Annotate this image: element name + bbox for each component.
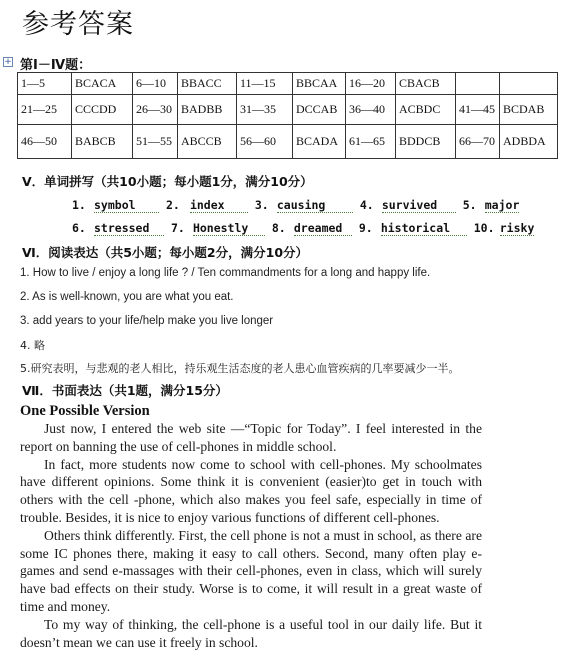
- question-range: 61—65: [346, 125, 396, 159]
- word-number: 5.: [462, 198, 477, 212]
- word-number: 2.: [165, 198, 180, 212]
- page-title: 参考答案: [22, 9, 134, 40]
- word-answer: survived: [382, 198, 456, 213]
- essay-paragraph: To my way of thinking, the cell-phone is a useful tool in our daily life. But it doesn’t mean we can use it freely in school.: [20, 616, 482, 650]
- essay-paragraph: In fact, more students now come to school with cell-phones. My schoolmates have different opinions. Some think it is convenient (easier)to get in touch with others with the cell -phone, which also makes you feel safe, especially in time of trouble. Besides, it is nice to enjoy various functions of different cell-phones.: [20, 456, 482, 525]
- word-number: 3.: [254, 198, 269, 212]
- table-row: [18, 73, 558, 95]
- table-row: [18, 95, 558, 125]
- question-range: 26—30: [133, 95, 178, 125]
- question-range: 36—40: [346, 95, 396, 125]
- word-answer: dreamed: [294, 221, 352, 236]
- word-answer: symbol: [94, 198, 159, 213]
- reading-answer-3: 3. add years to your life/help make you live longer: [20, 315, 274, 327]
- answer-cell: BABCB: [72, 125, 133, 159]
- question-range: 11—15: [237, 73, 293, 95]
- word-answer: index: [190, 198, 248, 213]
- section-1-4-heading: 第Ⅰ－Ⅳ题：: [20, 58, 92, 73]
- section-5-heading: V．单词拼写（共10小题；每小题1分，满分10分）: [22, 174, 313, 189]
- answer-cell: BCDAB: [500, 95, 558, 125]
- word-list-row-1: [72, 198, 519, 213]
- word-answer: major: [484, 198, 520, 212]
- answer-cell: BBACC: [178, 73, 237, 95]
- answer-cell: BDDCB: [396, 125, 456, 159]
- word-answer: historical: [381, 221, 467, 236]
- table-row: [18, 125, 558, 159]
- empty-cell: [500, 73, 558, 95]
- reading-answer-4: 4. 略: [20, 339, 45, 352]
- essay-body: [20, 420, 482, 651]
- essay-paragraph: Others think differently. First, the cell phone is not a must in school, as there are some IC phones there, making it easy to call others. Second, many often play e-games and send e-massages with their cell-phones, even in class, which will surely have bad effects on their study. Worse is to come, it will result in a great waste of time and money.: [20, 527, 482, 614]
- reading-answer-1: 1. How to live / enjoy a long life ? / Ten commandments for a long and happy life.: [20, 267, 431, 279]
- word-answer: stressed: [94, 221, 164, 236]
- word-number: 7.: [170, 221, 185, 235]
- answer-cell: BCACA: [72, 73, 133, 95]
- question-range: 31—35: [237, 95, 293, 125]
- question-range: 56—60: [237, 125, 293, 159]
- word-number: 8.: [271, 221, 286, 235]
- question-range: 51—55: [133, 125, 178, 159]
- word-answer: Honestly: [193, 221, 265, 236]
- answer-cell: CCCDD: [72, 95, 133, 125]
- essay-paragraph: Just now, I entered the web site —“Topic for Today”. I feel interested in the report on banning the use of cell-phones in middle school.: [20, 421, 482, 454]
- word-list-row-2: [72, 221, 534, 236]
- section-7-heading: Ⅶ．书面表达（共1题，满分15分）: [22, 383, 228, 398]
- question-range: 41—45: [456, 95, 500, 125]
- section-6-heading: Ⅵ．阅读表达（共5小题；每小题2分，满分10分）: [22, 245, 309, 260]
- answer-cell: ABCCB: [178, 125, 237, 159]
- question-range: 46—50: [18, 125, 72, 159]
- answer-table: [17, 72, 558, 159]
- word-number: 9.: [358, 221, 373, 235]
- word-number: 1.: [72, 198, 86, 212]
- answer-cell: ACBDC: [396, 95, 456, 125]
- empty-cell: [456, 73, 500, 95]
- word-answer: risky: [499, 221, 535, 235]
- answer-cell: BBCAA: [293, 73, 346, 95]
- word-answer: causing: [277, 198, 353, 213]
- reading-answer-5: 5.研究表明，与悲观的老人相比，持乐观生活态度的老人患心血管疾病的几率要减少一半。: [20, 362, 460, 375]
- answer-cell: CBACB: [396, 73, 456, 95]
- question-range: 21—25: [18, 95, 72, 125]
- question-range: 16—20: [346, 73, 396, 95]
- answer-cell: ADBDA: [500, 125, 558, 159]
- answer-cell: BCADA: [293, 125, 346, 159]
- question-range: 66—70: [456, 125, 500, 159]
- essay-title: One Possible Version: [20, 403, 150, 419]
- question-range: 6—10: [133, 73, 178, 95]
- word-number: 4.: [359, 198, 374, 212]
- word-number: 10.: [473, 221, 495, 235]
- answer-cell: DCCAB: [293, 95, 346, 125]
- word-number: 6.: [72, 221, 86, 235]
- reading-answer-2: 2. As is well-known, you are what you eat.: [20, 291, 234, 303]
- question-range: 1—5: [18, 73, 72, 95]
- table-move-handle-icon[interactable]: +: [4, 57, 12, 67]
- answer-cell: BADBB: [178, 95, 237, 125]
